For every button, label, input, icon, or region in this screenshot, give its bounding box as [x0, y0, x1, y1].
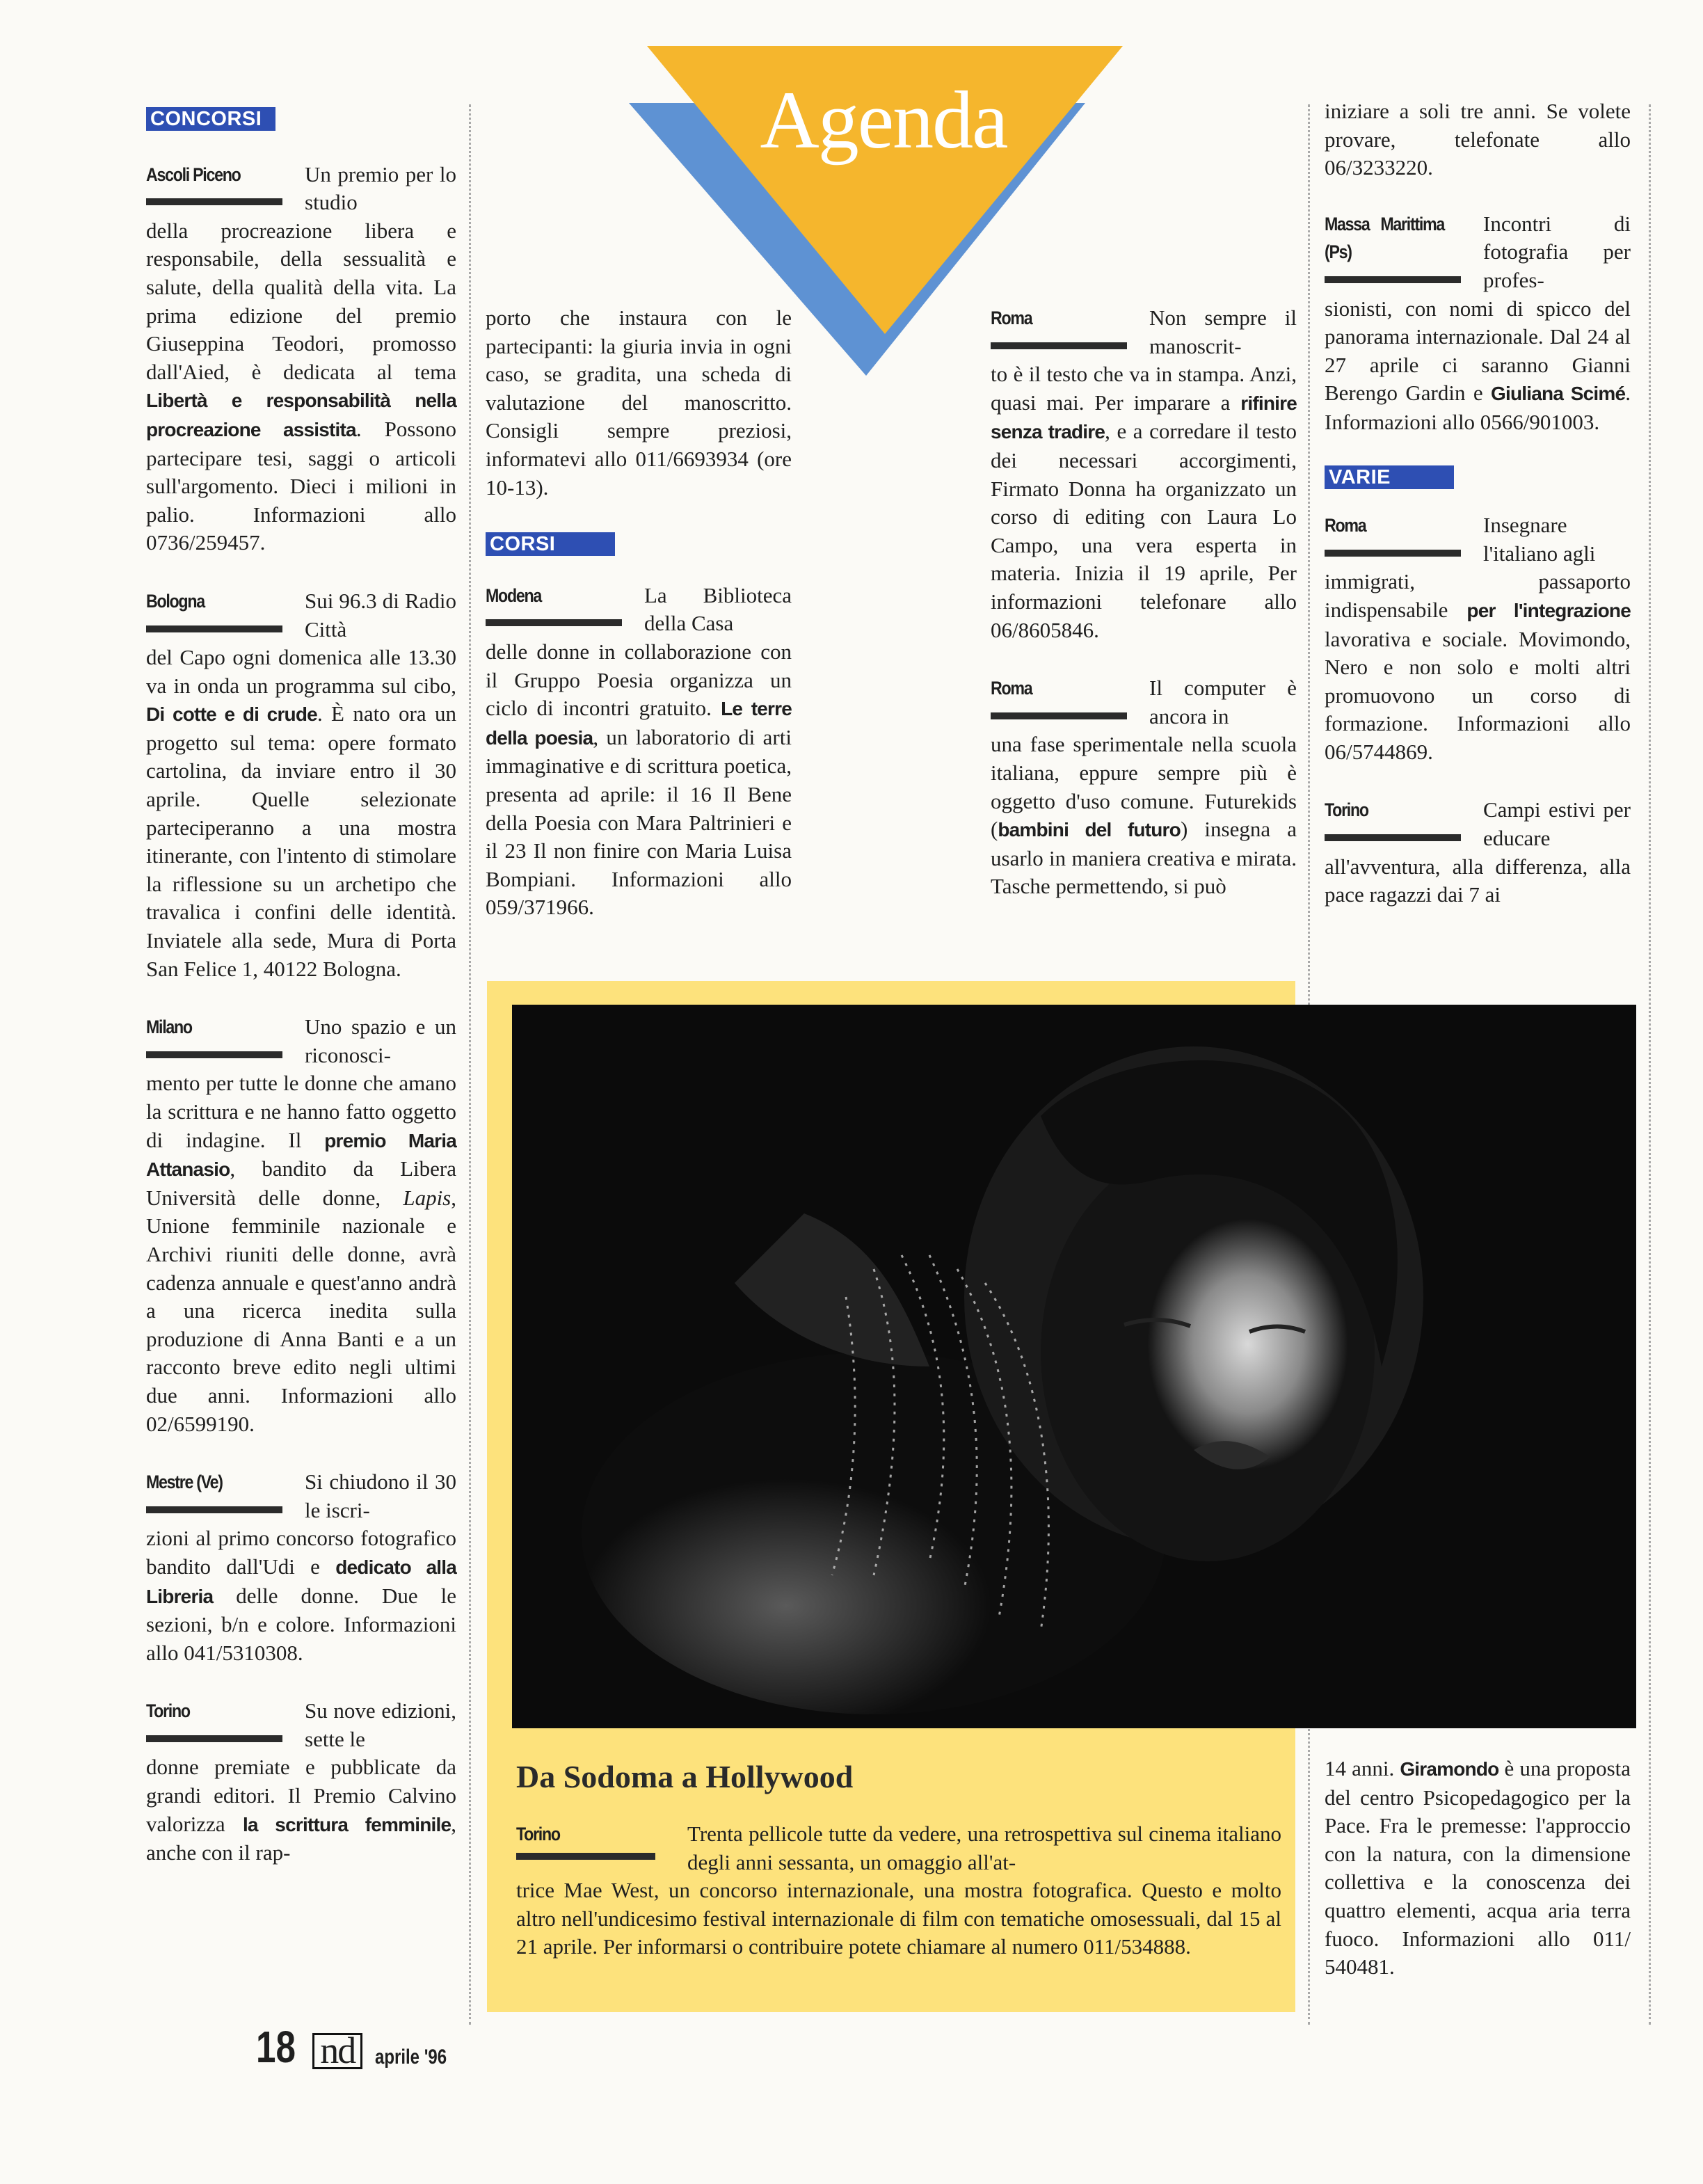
page-title: Agenda	[760, 74, 1007, 166]
entry-roma-editing	[991, 304, 1297, 644]
column-2	[486, 304, 792, 952]
entry-lead: Incontri di fotografia per profes-	[1483, 211, 1631, 292]
portrait-photo-image	[512, 1005, 1636, 1728]
entry-lead: La Biblioteca della Casa	[644, 582, 792, 636]
entry-text: to è il testo che va in stampa. Anzi, quasi mai. Per imparare a rifinire senza tradire, e a corredare il testo dei necessari accorgimenti, Firmato Donna ha organizzato un corso di editing con Laura Lo Campo, una vera esperta in materia. Inizia il 19 aprile, Per informazioni telefonare allo 06/8605846.	[991, 362, 1297, 642]
entry-modena	[486, 582, 792, 922]
entry-text: donne premiate e pubblicate da grandi editori. Il Premio Calvino valorizza la scrittura femminile, anche con il rap-	[146, 1755, 456, 1865]
entry-place: Modena	[486, 584, 541, 606]
entry-rule	[1325, 834, 1461, 841]
column-3	[991, 304, 1297, 931]
entry-rule	[146, 198, 282, 205]
entry-place: Torino	[146, 1700, 190, 1722]
entry-rule	[146, 1051, 282, 1058]
entry-text: zioni al primo concorso fotografico bandito dall'Udi e dedicato alla Libreria delle donne. Due le sezioni, b/n e colore. Informazioni allo 041/5310308.	[146, 1526, 456, 1665]
entry-ascoli-piceno	[146, 161, 456, 557]
entry-rule	[1325, 276, 1461, 283]
entry-text: della procreazione libera e responsabile, della sessualità e salute, della qualità della vita. La prima edizione del premio Giuseppina Teodori, promosso dall'Aied, è dedicata al tema Libertà e responsabilità nella procreazione assistita. Possono partecipare tesi, saggi o articoli sull'argomento. Dieci i milioni in palio. Informazioni allo 0736/259457.	[146, 218, 456, 555]
magazine-logo: nd	[312, 2033, 362, 2069]
issue-date: aprile '96	[375, 2046, 447, 2069]
entry-roma-immigrati	[1325, 511, 1631, 766]
entry-rule	[991, 342, 1127, 349]
entry-place: Bologna	[146, 590, 205, 612]
feature-title: Da Sodoma a Hollywood	[516, 1759, 854, 1794]
column-divider	[1649, 104, 1651, 2025]
page-footer	[256, 2022, 465, 2072]
entry-text: all'avventura, alla differenza, alla pace ragazzi dai 7 ai	[1325, 854, 1631, 907]
feature-text: trice Mae West, un concorso internazionale, una mostra fotografica. Questo e molto altro nell'undicesimo festival internazionale di film con tematiche omosessuali, dal 15 al 21 aprile. Per informarsi o contribuire potete chiamare al numero 011/534888.	[516, 1878, 1281, 1959]
entry-place: Milano	[146, 1017, 192, 1038]
entry-rule	[146, 1735, 282, 1742]
entry-text: mento per tutte le donne che amano la scrittura e ne hanno fatto oggetto di indagine. Il premio Maria Attanasio, bandito da Libera Università delle donne, Lapis, Unione femminile nazionale e Archivi riuniti delle donne, avrà cadenza annuale e quest'anno andrà a una ricerca inedita sulla produzione di Anna Banti e a un racconto breve edito negli ultimi due anni. Informazioni allo 02/6599190.	[146, 1071, 456, 1436]
entry-place: Massa Marittima (Ps)	[1325, 213, 1444, 263]
feature-article	[516, 1820, 1281, 1961]
section-label-concorsi: CONCORSI	[146, 107, 275, 131]
entry-lead: Su nove edizioni, sette le	[305, 1698, 456, 1751]
feature-photo	[512, 1005, 1636, 1728]
entry-massa-marittima	[1325, 210, 1631, 437]
entry-place: Mestre (Ve)	[146, 1472, 223, 1493]
entry-bologna	[146, 587, 456, 983]
entry-rule	[486, 619, 622, 626]
entry-lead: Uno spazio e un riconosci-	[305, 1014, 456, 1067]
continued-text: iniziare a soli tre anni. Se volete provare, telefonate allo 06/3233220.	[1325, 99, 1631, 180]
entry-rule	[146, 625, 282, 632]
entry-lead: Si chiudono il 30 le iscri-	[305, 1469, 456, 1522]
entry-lead: Non sempre il manoscrit-	[1149, 305, 1297, 358]
entry-torino-calvino	[146, 1697, 456, 1867]
entry-rule	[516, 1853, 655, 1860]
entry-place: Ascoli Piceno	[146, 164, 241, 185]
entry-rule	[991, 712, 1127, 719]
feature-place: Torino	[516, 1824, 560, 1844]
column-4	[1325, 97, 1631, 939]
column-divider	[469, 104, 471, 2025]
entry-text: delle donne in collaborazione con il Gruppo Poesia organizza un ciclo di incontri gratuito. Le terre della poesia, un laboratorio di arti immaginative e di scrittura poetica, presenta ad aprile: il 16 Il Bene della Poesia con Mara Paltrinieri e il 23 Il non finire con Maria Luisa Bompiani. Informazioni allo 059/371966.	[486, 639, 792, 920]
entry-rule	[146, 1506, 282, 1513]
entry-place: Torino	[1325, 799, 1368, 821]
continued-text: porto che instaura con le partecipanti: la giuria invia in ogni caso, se gradita, una scheda di valutazione del manoscritto. Consigli sempre preziosi, informatevi allo 011/6693934 (ore 10-13).	[486, 305, 792, 500]
entry-rule	[1325, 550, 1461, 557]
entry-torino-campi	[1325, 796, 1631, 909]
feature-lead: Trenta pellicole tutte da vedere, una retrospettiva sul cinema italiano degli anni sessanta, un omaggio all'at-	[687, 1822, 1281, 1874]
entry-text: una fase sperimentale nella scuola italiana, eppure sempre più è oggetto d'uso comune. Futurekids (bambini del futuro) insegna a usarlo in maniera creativa e mirata. Tasche permettendo, si può	[991, 732, 1297, 899]
entry-place: Roma	[991, 678, 1032, 699]
entry-text: sionisti, con nomi di spicco del panorama internazionale. Dal 24 al 27 aprile ci saranno Gianni Berengo Gardin e Giuliana Scimé. Informazioni allo 0566/901003.	[1325, 296, 1631, 434]
section-label-varie: VARIE	[1325, 465, 1454, 489]
entry-lead: Campi estivi per educare	[1483, 797, 1631, 851]
entry-lead: Sui 96.3 di Radio Città	[305, 588, 456, 641]
entry-place: Roma	[1325, 515, 1366, 536]
entry-text: immigrati, passaporto indispensabile per l'integrazione lavorativa e sociale. Movimondo, Nero e non solo e molti altri promuovono un corso di formazione. Informazioni allo 06/5744869.	[1325, 569, 1631, 764]
continued-text: 14 anni. Giramondo è una proposta del centro Psicopedagogico per la Pace. Fra le premesse: l'approccio con la natura, con la dimensione collettiva e la conoscenza dei quattro elementi, acqua aria terra fuoco. Informazioni allo 011/ 540481.	[1325, 1756, 1631, 1979]
column-1	[146, 104, 456, 1897]
entry-milano	[146, 1013, 456, 1438]
entry-text: del Capo ogni domenica alle 13.30 va in onda un programma sul cibo, Di cotte e di crude. È nato ora un progetto sul tema: opere formato cartolina, da inviare entro il 30 aprile. Quelle selezionate parteciperanno a una mostra itinerante, con l'intento di stimolare la riflessione su un archetipo che travalica i confini delle identità. Inviatele alla sede, Mura di Porta San Felice 1, 40122 Bologna.	[146, 645, 456, 981]
entry-mestre	[146, 1468, 456, 1667]
entry-lead: Un premio per lo studio	[305, 161, 456, 215]
section-label-corsi: CORSI	[486, 532, 615, 556]
entry-place: Roma	[991, 308, 1032, 328]
entry-lead: Insegnare l'italiano agli	[1483, 513, 1596, 566]
column-4-continued	[1325, 1755, 1631, 1982]
entry-lead: Il computer è ancora in	[1149, 676, 1297, 728]
page-number: 18	[256, 2022, 296, 2072]
entry-roma-computer	[991, 674, 1297, 901]
